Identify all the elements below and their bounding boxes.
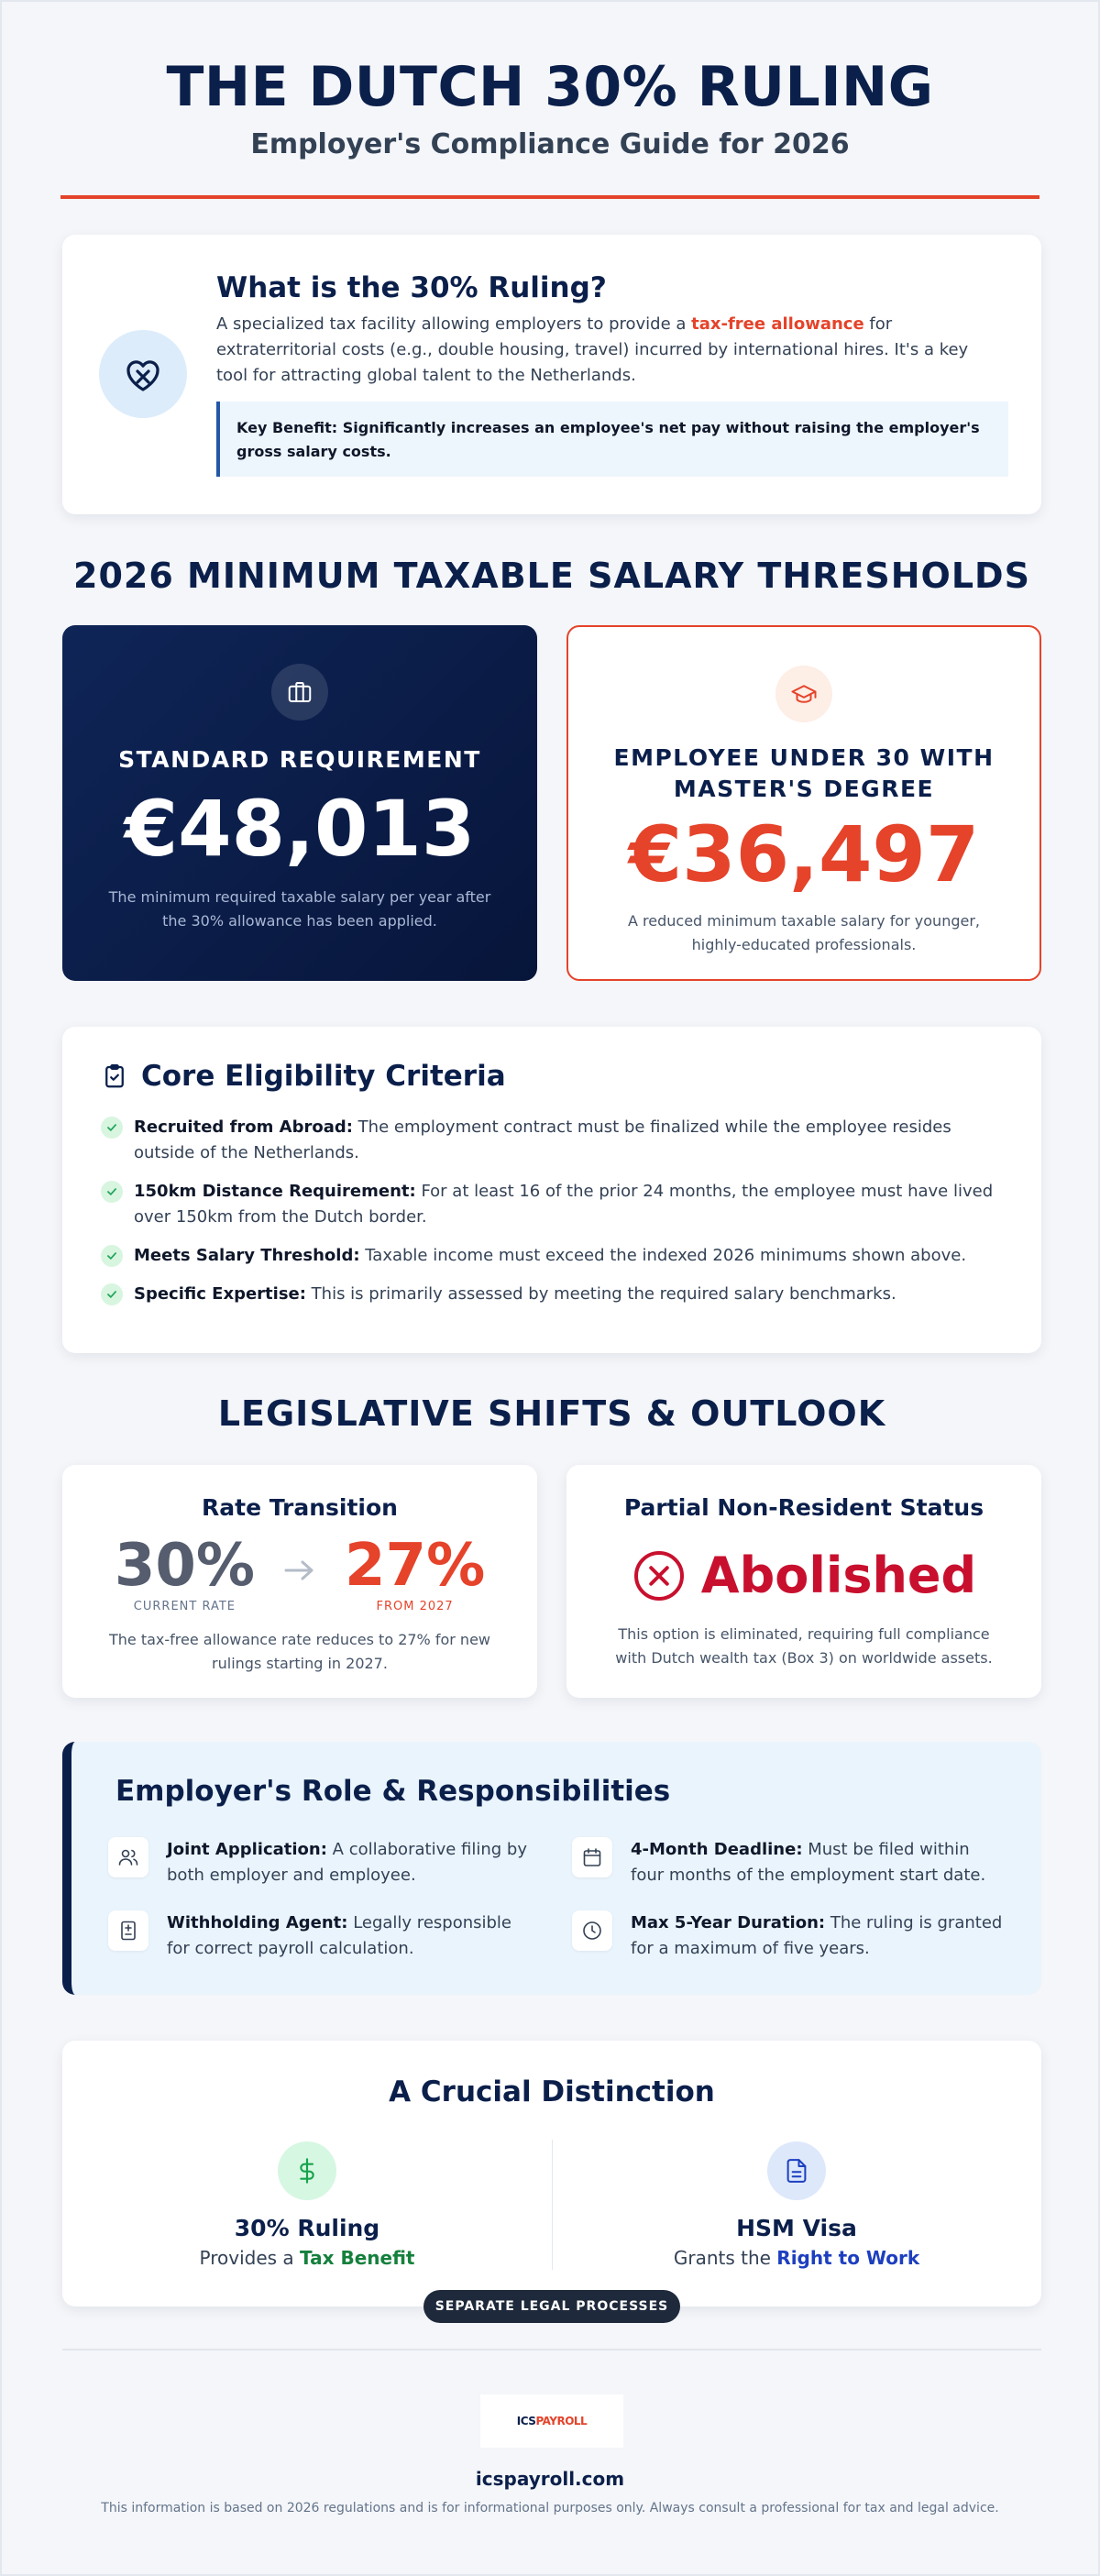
- rate-comparison: [62, 1534, 537, 1613]
- rate-transition-card: [62, 1465, 537, 1698]
- check-icon: [101, 1181, 123, 1203]
- graduation-cap-icon-badge: [776, 666, 832, 722]
- clock-icon: [572, 1910, 612, 1951]
- legislative-heading: LEGISLATIVE SHIFTS & OUTLOOK: [217, 1393, 886, 1434]
- role-item: [572, 1837, 1003, 1888]
- header-divider: [60, 195, 1040, 199]
- thresholds-heading: 2026 MINIMUM TAXABLE SALARY THRESHOLDS: [73, 556, 1030, 596]
- standard-threshold-note: The minimum required taxable salary per year after the 30% allowance has been applied.: [108, 888, 491, 930]
- eligibility-item-title: 150km Distance Requirement:: [134, 1182, 416, 1201]
- role-item-title: Max 5-Year Duration:: [631, 1913, 826, 1932]
- role-item: [108, 1910, 539, 1962]
- distinction-title: A Crucial Distinction: [389, 2075, 715, 2108]
- abolished-status: [566, 1547, 1041, 1604]
- eligibility-item-title: Specific Expertise:: [134, 1284, 306, 1304]
- standard-threshold-card: [62, 625, 537, 981]
- dollar-icon: [292, 2156, 322, 2185]
- current-rate-value: 30%: [114, 1532, 255, 1600]
- footer-disclaimer: This information is based on 2026 regulations and is for informational purposes only. Always consult a professional for tax and legal advice.: [101, 2501, 999, 2515]
- eligibility-item-text: For at least 16 of the prior 24 months, the employee must have lived over 150km from the Dutch border.: [134, 1182, 994, 1227]
- right-to-work-highlight: Right to Work: [776, 2247, 920, 2269]
- clipboard-check-icon: [101, 1062, 128, 1090]
- role-item-title: 4-Month Deadline:: [631, 1840, 803, 1859]
- abolished-label: Abolished: [700, 1547, 977, 1604]
- page-title: THE DUTCH 30% RULING: [166, 55, 934, 119]
- standard-threshold-label: STANDARD REQUIREMENT: [118, 746, 481, 773]
- standard-threshold-value: €48,013: [124, 784, 476, 874]
- under30-threshold-value: €36,497: [628, 809, 980, 899]
- current-rate: [115, 1534, 255, 1613]
- eligibility-item: [101, 1179, 1008, 1230]
- icspayroll-logo: [480, 2394, 623, 2448]
- distinction-visa-name: HSM Visa: [736, 2215, 857, 2241]
- dollar-icon-badge: [278, 2141, 336, 2200]
- arrow-right-icon: [282, 1558, 317, 1583]
- eligibility-item-text: Taxable income must exceed the indexed 2026 minimums shown above.: [359, 1246, 967, 1265]
- logo-payroll: PAYROLL: [535, 2415, 588, 2427]
- role-item: [108, 1837, 539, 1888]
- role-item-title: Joint Application:: [167, 1840, 327, 1859]
- new-rate-caption: FROM 2027: [376, 1600, 454, 1613]
- eligibility-title: Core Eligibility Criteria: [141, 1060, 506, 1093]
- check-icon: [101, 1283, 123, 1305]
- distinction-ruling-desc: Provides a: [199, 2247, 301, 2269]
- under30-threshold-label: EMPLOYEE UNDER 30 WITH MASTER'S DEGREE: [613, 744, 995, 802]
- new-rate: [345, 1534, 485, 1613]
- briefcase-icon: [286, 678, 314, 706]
- new-rate-value: 27%: [345, 1532, 486, 1600]
- heart-handshake-icon: [121, 352, 165, 396]
- what-is-description: [216, 312, 1005, 389]
- under30-threshold-card: [566, 625, 1041, 981]
- distinction-ruling-name: 30% Ruling: [234, 2215, 380, 2241]
- logo-ics: ICS: [516, 2415, 536, 2427]
- eligibility-item: [101, 1115, 1008, 1166]
- role-item-text: A collaborative filing by both employer and employee.: [167, 1840, 527, 1885]
- non-resident-note: This option is eliminated, requiring full compliance with Dutch wealth tax (Box 3) on worldwide assets.: [615, 1625, 993, 1667]
- separate-processes-pill: SEPARATE LEGAL PROCESSES: [424, 2290, 680, 2323]
- calculator-icon: [108, 1910, 148, 1951]
- role-item: [572, 1910, 1003, 1962]
- what-is-card: [62, 235, 1041, 514]
- header: [2, 2, 1098, 199]
- employer-role-title: Employer's Role & Responsibilities: [116, 1775, 671, 1808]
- what-is-title: What is the 30% Ruling?: [216, 271, 607, 304]
- distinction-card: [62, 2041, 1041, 2306]
- rate-transition-note: The tax-free allowance rate reduces to 27% for new rulings starting in 2027.: [108, 1631, 490, 1672]
- distinction-visa: [552, 2141, 1041, 2269]
- role-item-text: Legally responsible for correct payroll calculation.: [167, 1913, 512, 1958]
- eligibility-item-title: Meets Salary Threshold:: [134, 1246, 360, 1265]
- under30-threshold-note: A reduced minimum taxable salary for younger, highly-educated professionals.: [628, 912, 980, 953]
- eligibility-title-row: [101, 1060, 506, 1093]
- check-icon: [101, 1245, 123, 1267]
- what-is-icon-badge: [99, 330, 187, 418]
- non-resident-title: Partial Non-Resident Status: [623, 1494, 984, 1521]
- check-icon: [101, 1117, 123, 1139]
- calendar-icon: [572, 1837, 612, 1877]
- non-resident-card: [566, 1465, 1041, 1698]
- employer-role-card: [62, 1742, 1041, 1995]
- distinction-visa-desc: Grants the: [673, 2247, 777, 2269]
- briefcase-icon-badge: [271, 664, 328, 721]
- tax-benefit-highlight: Tax Benefit: [300, 2247, 415, 2269]
- graduation-cap-icon: [790, 680, 818, 708]
- document-icon-badge: [767, 2141, 826, 2200]
- footer-divider: [62, 2349, 1041, 2350]
- eligibility-item: [101, 1282, 1008, 1307]
- role-item-title: Withholding Agent:: [167, 1913, 348, 1932]
- x-circle-icon: [632, 1548, 687, 1603]
- current-rate-caption: CURRENT RATE: [133, 1600, 236, 1613]
- what-is-desc-part2: for extraterritorial costs (e.g., double housing, travel) incurred by international hires. It's a key tool for attracting global talent to the Netherlands.: [216, 314, 969, 385]
- tax-free-allowance-highlight: tax-free allowance: [691, 314, 864, 334]
- eligibility-card: [62, 1027, 1041, 1353]
- users-icon: [108, 1837, 148, 1877]
- role-item-text: Must be filed within four months of the employment start date.: [631, 1840, 986, 1885]
- eligibility-item-text: This is primarily assessed by meeting the required salary benchmarks.: [305, 1284, 896, 1304]
- document-icon: [783, 2157, 810, 2185]
- role-item-text: The ruling is granted for a maximum of five years.: [631, 1913, 1003, 1958]
- key-benefit-callout: Key Benefit: Significantly increases an employee's net pay without raising the employer's gross salary costs.: [216, 402, 1008, 477]
- eligibility-item-text: The employment contract must be finalized while the employee resides outside of the Netherlands.: [134, 1117, 952, 1162]
- rate-transition-title: Rate Transition: [202, 1494, 398, 1521]
- what-is-desc-part1: A specialized tax facility allowing employers to provide a: [216, 314, 692, 334]
- eligibility-list: [101, 1115, 1008, 1320]
- eligibility-item: [101, 1243, 1008, 1269]
- footer-website-link[interactable]: icspayroll.com: [475, 2468, 625, 2490]
- eligibility-item-title: Recruited from Abroad:: [134, 1117, 353, 1137]
- page-subtitle: Employer's Compliance Guide for 2026: [250, 128, 850, 160]
- distinction-ruling: [62, 2141, 552, 2269]
